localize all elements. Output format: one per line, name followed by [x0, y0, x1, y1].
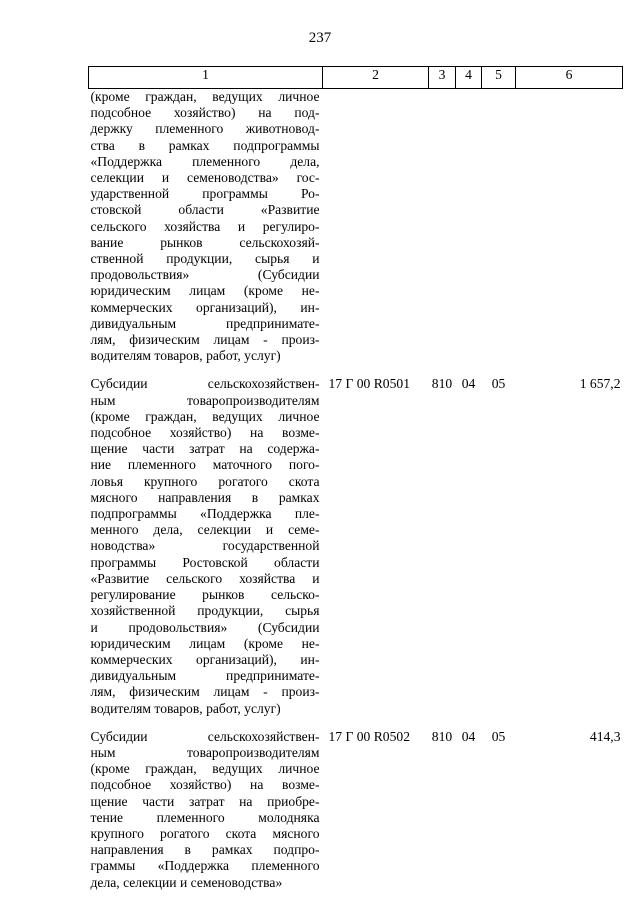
description-line: коммерческих организаций), ин- [90, 299, 320, 315]
row-col3 [429, 89, 456, 365]
description-line: ства в рамках подпрограммы [90, 137, 320, 153]
description-line: дивидуальным предпринимате- [90, 315, 320, 331]
description-line: направления в рамках подпро- [90, 842, 320, 858]
row-col5 [482, 89, 516, 365]
table-row [89, 89, 623, 365]
description-line: (кроме граждан, ведущих личное [90, 761, 320, 777]
description-line: тение племенного молодняка [90, 809, 320, 825]
description-line: программы Ростовской области [90, 554, 320, 570]
description-line: щение части затрат на содержа- [90, 441, 320, 457]
table-row [89, 376, 623, 716]
description-line: регулирование рынков сельско- [90, 587, 320, 603]
description-line: лям, физическим лицам - произ- [90, 332, 320, 348]
description-line: граммы «Поддержка племенного [90, 858, 320, 874]
description-line: вание рынков сельскохозяй- [90, 234, 320, 250]
description-line: подсобное хозяйство) на под- [90, 105, 320, 121]
description-line: щение части затрат на приобре- [90, 793, 320, 809]
description-line: Субсидии сельскохозяйствен- [90, 376, 320, 392]
row-amount [516, 89, 623, 365]
row-col4: 04 [461, 376, 476, 392]
description-line: новодства» государственной [90, 538, 320, 554]
description-line: держку племенного животновод- [90, 121, 320, 137]
description-line: лям, физическим лицам - произ- [90, 684, 320, 700]
row-col5: 05 [491, 728, 506, 744]
description-line: и продовольствия» (Субсидии [90, 619, 320, 635]
row-spacer [89, 717, 623, 729]
row-col3: 810 [431, 728, 453, 744]
description-line: ным товаропроизводителям [90, 744, 320, 760]
description-line: стовской области «Развитие [90, 202, 320, 218]
row-amount: 414,3 [589, 728, 621, 744]
row-col4: 04 [461, 728, 476, 744]
description-line: ние племенного маточного пого- [90, 457, 320, 473]
row-spacer [89, 364, 623, 376]
description-line: селекции и семеноводства» гос- [90, 170, 320, 186]
page-number: 237 [308, 30, 332, 46]
description-line: «Развитие сельского хозяйства и [90, 570, 320, 586]
description-line: «Поддержка племенного дела, [90, 153, 320, 169]
table-header-row [89, 67, 623, 89]
row-code: 17 Г 00 R0501 [328, 376, 410, 392]
row-description [89, 729, 323, 891]
description-line: хозяйственной продукции, сырья [90, 603, 320, 619]
description-line: водителям товаров, работ, услуг) [90, 348, 281, 364]
header-cell-3: 3 [429, 67, 456, 89]
description-line: подпрограммы «Поддержка пле- [90, 506, 320, 522]
row-description [89, 376, 323, 716]
header-cell-6: 6 [516, 67, 623, 89]
header-cell-4: 4 [456, 67, 482, 89]
table-row [89, 729, 623, 891]
description-line: сельского хозяйства и регулиро- [90, 218, 320, 234]
row-col4 [456, 89, 482, 365]
description-line: (кроме граждан, ведущих личное [90, 408, 320, 424]
row-code [323, 89, 429, 365]
description-line: юридическим лицам (кроме не- [90, 635, 320, 651]
description-line: юридическим лицам (кроме не- [90, 283, 320, 299]
description-line: коммерческих организаций), ин- [90, 651, 320, 667]
description-line: ным товаропроизводителям [90, 392, 320, 408]
row-col3: 810 [431, 376, 453, 392]
description-line: ловья крупного рогатого скота [90, 473, 320, 489]
header-cell-1: 1 [89, 67, 323, 89]
description-line: дела, селекции и семеноводства» [90, 874, 283, 890]
description-line: ударственной программы Ро- [90, 186, 320, 202]
description-line: подсобное хозяйство) на возме- [90, 777, 320, 793]
description-line: крупного рогатого скота мясного [90, 825, 320, 841]
row-col5: 05 [491, 376, 506, 392]
description-line: менного дела, селекции и семе- [90, 522, 320, 538]
table-body [89, 89, 623, 891]
row-code: 17 Г 00 R0502 [328, 728, 410, 744]
budget-table [88, 66, 623, 891]
description-line: мясного направления в рамках [90, 489, 320, 505]
description-line: (кроме граждан, ведущих личное [90, 89, 320, 104]
description-line: Субсидии сельскохозяйствен- [90, 728, 320, 744]
description-line: водителям товаров, работ, услуг) [90, 700, 281, 716]
header-cell-2: 2 [323, 67, 429, 89]
description-line: подсобное хозяйство) на возме- [90, 425, 320, 441]
row-description [89, 89, 323, 365]
description-line: ственной продукции, сырья и [90, 251, 320, 267]
description-line: дивидуальным предпринимате- [90, 668, 320, 684]
header-cell-5: 5 [482, 67, 516, 89]
description-line: продовольствия» (Субсидии [90, 267, 320, 283]
row-amount: 1 657,2 [579, 376, 621, 392]
